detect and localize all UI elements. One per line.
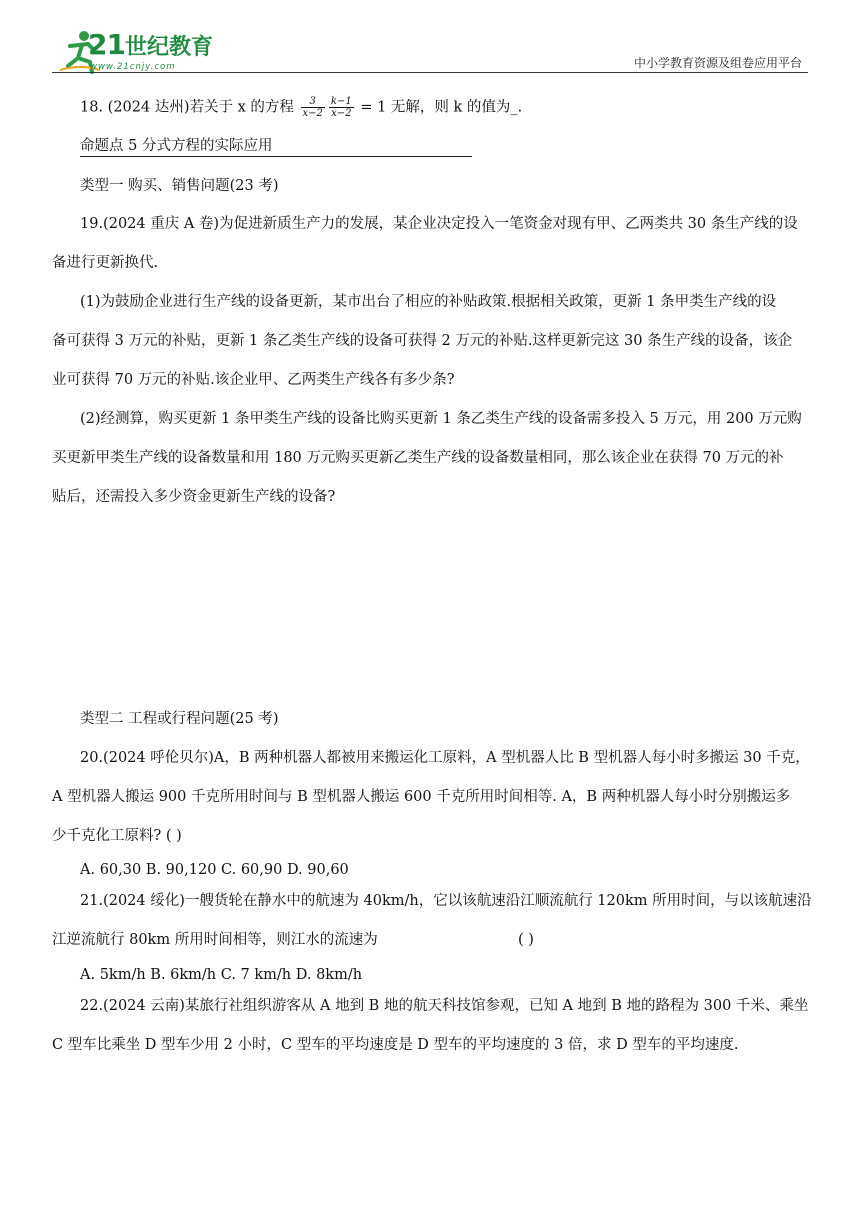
q21-answer-paren: ( ): [518, 932, 534, 948]
q19-line-6: (2)经测算，购买更新 1 条甲类生产线的设备比购买更新 1 条乙类生产线的设备需多投入 5 万元，用 200 万元购: [80, 411, 802, 427]
q19-line-7: 买更新甲类生产线的设备数量和用 180 万元购买更新乙类生产线的设备数量相同，那么该企业在获得 70 万元的补: [52, 450, 784, 466]
q19-line-1: 19.(2024 重庆 A 卷)为促进新质生产力的发展，某企业决定投入一笔资金对现有甲、乙两类共 30 条生产线的设: [80, 216, 798, 232]
q21-options: A. 5km/h B. 6km/h C. 7 km/h D. 8km/h: [80, 967, 363, 983]
type-1-heading: 类型一 购买、销售问题(23 考): [80, 178, 279, 194]
question-18: [80, 96, 522, 119]
q18-fraction-1: $\frac{3}{x-2}$: [302, 96, 323, 119]
site-logo: [60, 30, 240, 78]
platform-title: 中小学教育资源及组卷应用平台: [633, 56, 802, 70]
q18-fraction-2: $\frac{k-1}{x-2}$: [330, 96, 352, 119]
section-title: 命题点 5 分式方程的实际应用: [80, 138, 273, 154]
q20-options: A. 60,30 B. 90,120 C. 60,90 D. 90,60: [80, 862, 349, 878]
logo-url: www.21cnjy.com: [90, 62, 176, 72]
q22-line-2: C 型车比乘坐 D 型车少用 2 小时，C 型车的平均速度是 D 型车的平均速度的 3 倍，求 D 型车的平均速度.: [52, 1037, 739, 1053]
logo-name: 世纪教育: [124, 35, 213, 60]
type-2-heading: 类型二 工程或行程问题(25 考): [80, 711, 279, 727]
q18-suffix: = 1 无解，则 k 的值为_.: [360, 99, 523, 116]
q21-line-2: 江逆流航行 80km 所用时间相等，则江水的流速为: [52, 932, 378, 948]
q19-line-4: 备可获得 3 万元的补贴，更新 1 条乙类生产线的设备可获得 2 万元的补贴.这样更新完这 30 条生产线的设备，该企: [52, 333, 793, 349]
q19-line-3: (1)为鼓励企业进行生产线的设备更新，某市出台了相应的补贴政策.根据相关政策，更新 1 条甲类生产线的设: [80, 294, 777, 310]
q21-line-1: 21.(2024 绥化)一艘货轮在静水中的航速为 40km/h，它以该航速沿江顺流航行 120km 所用时间，与以该航速沿: [80, 893, 812, 909]
header-divider: [52, 72, 808, 73]
q19-line-8: 贴后，还需投入多少资金更新生产线的设备?: [52, 489, 336, 505]
q20-line-3: 少千克化工原料? ( ): [52, 828, 182, 844]
logo-number: 21: [88, 28, 125, 61]
q18-prefix: 18. (2024 达州)若关于 x 的方程: [80, 99, 294, 116]
q19-line-5: 业可获得 70 万元的补贴.该企业甲、乙两类生产线各有多少条?: [52, 372, 455, 388]
q20-line-1: 20.(2024 呼伦贝尔)A，B 两种机器人都被用来搬运化工原料，A 型机器人比 B 型机器人每小时多搬运 30 千克，: [80, 750, 810, 766]
q22-line-1: 22.(2024 云南)某旅行社组织游客从 A 地到 B 地的航天科技馆参观，已知 A 地到 B 地的路程为 300 千米、乘坐: [80, 998, 809, 1014]
q19-line-2: 备进行更新换代.: [52, 255, 159, 271]
q20-line-2: A 型机器人搬运 900 千克所用时间与 B 型机器人搬运 600 千克所用时间相等. A，B 两种机器人每小时分别搬运多: [52, 789, 791, 805]
